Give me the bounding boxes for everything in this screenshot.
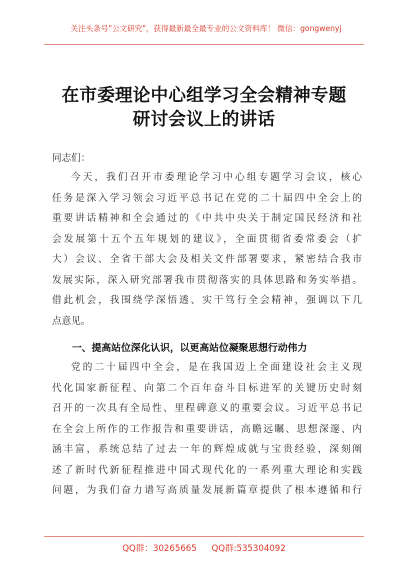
paragraph-line: 重要讲话精神和全会通过的《中共中央关于制定国民经济和社	[52, 213, 362, 224]
paragraph-line: 涵丰富，系统总结了过去一年的辉煌成就与宝贵经验，深刻阐	[52, 444, 362, 455]
paragraph-line: 代化国家新征程、向第二个百年奋斗目标进军的关键历史时刻	[52, 382, 362, 394]
paragraph-2	[52, 358, 362, 502]
document-title-line-1: 在市委理论中心组学习全会精神专题	[61, 86, 347, 106]
header-divider	[44, 44, 364, 45]
header-banner: 关注头条号"公文研究"，获得最新最全最专业的公文资料库！ 微信：gongwenyj	[70, 24, 342, 33]
footer-divider	[44, 536, 364, 537]
paragraph-line: 在全会上所作的工作报告和重要讲话，高瞻远瞩、思想深邃、内	[52, 423, 362, 435]
footer	[0, 542, 408, 554]
paragraph-line: 述了新时代新征程推进中国式现代化的一系列重大理论和实践	[52, 464, 362, 476]
paragraph-line: 问题，为我们奋力谱写高质量发展新篇章提供了根本遵循和行	[52, 485, 362, 496]
paragraph-line: 发展实际，深入研究部署我市贯彻落实的具体思路和务实举措。	[52, 274, 362, 286]
paragraph-1	[52, 168, 362, 332]
footer-qq-group-1: QQ群：30265665	[122, 544, 197, 554]
footer-qq-group-2: QQ群:535304092	[211, 544, 286, 554]
paragraph-line: 召开的一次具有全局性、里程碑意义的重要会议。习近平总书记	[52, 403, 362, 414]
document-title-line-2: 研讨会议上的讲话	[132, 110, 276, 130]
paragraph-line: 大）会议、全省干部大会及相关文件部署要求，紧密结合我市	[52, 254, 362, 265]
paragraph-line: 会发展第十五个五年规划的建议》，全面贯彻省委常委会（扩	[52, 233, 362, 245]
greeting: 同志们：	[52, 153, 91, 164]
paragraph-line: 今天，我们召开市委理论学习中心组专题学习会议，核心	[71, 172, 362, 183]
paragraph-line: 党的二十届四中全会，是在我国迈上全面建设社会主义现	[71, 362, 362, 373]
paragraph-line: 任务是深入学习领会习近平总书记在党的二十届四中全会上的	[52, 192, 362, 204]
paragraph-line: 点意见。	[52, 315, 91, 327]
section-heading-1: 一、提高站位深化认识，以更高站位凝聚思想行动伟力	[72, 343, 308, 354]
paragraph-line: 借此机会，我围绕学深悟透、实干笃行全会精神，强调以下几	[52, 295, 362, 306]
